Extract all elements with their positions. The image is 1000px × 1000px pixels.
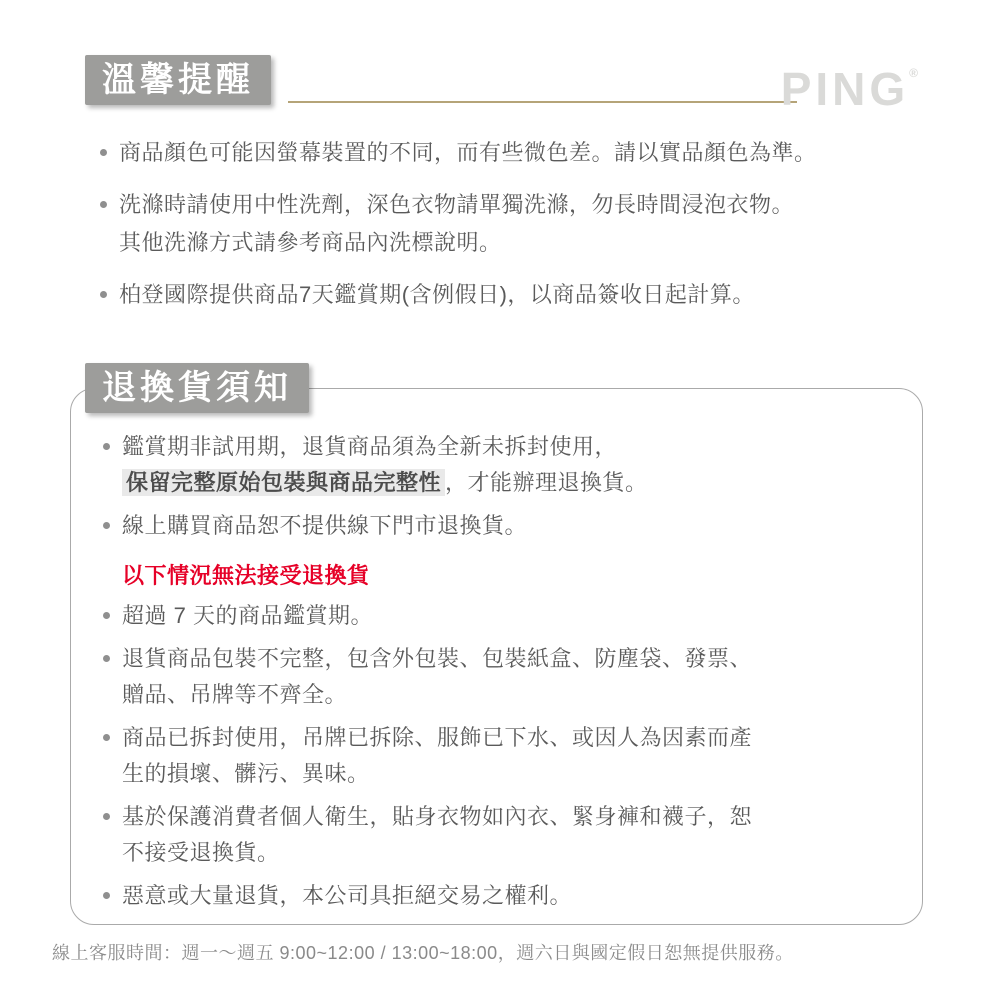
- warning-title: 以下情況無法接受退換貨: [122, 563, 370, 588]
- list-item: [103, 641, 902, 713]
- list-item: [103, 429, 902, 501]
- bullet-dot-icon: [100, 201, 107, 208]
- gold-divider-line: [288, 101, 797, 103]
- bullet-line: 超過 7 天的商品鑑賞期。: [122, 603, 373, 628]
- list-item: [103, 508, 902, 544]
- ping-logo-text: PING: [780, 63, 910, 115]
- bullet-dot-icon: [103, 443, 110, 450]
- bullet-line: 線上購買商品恕不提供線下門市退換貨。: [122, 513, 528, 538]
- list-item: [103, 598, 902, 634]
- customer-service-hours: 線上客服時間：週一～週五 9:00~12:00 / 13:00~18:00，週六日與國定假日恕無提供服務。: [52, 943, 794, 963]
- bullet-dot-icon: [103, 612, 110, 619]
- bullet-line: [122, 465, 902, 501]
- reminder-section-title: 溫馨提醒: [85, 55, 271, 105]
- returns-section-title: 退換貨須知: [85, 363, 309, 413]
- bullet-line: 退貨商品包裝不完整，包含外包裝、包裝紙盒、防塵袋、發票、: [122, 646, 753, 671]
- bullet-line: 洗滌時請使用中性洗劑，深色衣物請單獨洗滌，勿長時間浸泡衣物。: [119, 192, 795, 217]
- bullet-line: 柏登國際提供商品7天鑑賞期(含例假日)，以商品簽收日起計算。: [119, 282, 755, 307]
- bullet-line: 惡意或大量退貨，本公司具拒絕交易之權利。: [122, 883, 573, 908]
- bullet-dot-icon: [103, 892, 110, 899]
- list-item: [103, 720, 902, 792]
- highlight-text: 保留完整原始包裝與商品完整性: [122, 469, 445, 496]
- bullet-dot-icon: [103, 522, 110, 529]
- bullet-line: 商品顏色可能因螢幕裝置的不同，而有些微色差。請以實品顏色為準。: [119, 140, 817, 165]
- list-item: [100, 276, 968, 314]
- reminder-bullet-list: [100, 134, 968, 328]
- ping-logo: [781, 62, 918, 116]
- bullet-dot-icon: [103, 813, 110, 820]
- bullet-dot-icon: [100, 149, 107, 156]
- list-item: [100, 186, 968, 262]
- bullet-line-tail: ，才能辦理退換貨。: [445, 470, 648, 495]
- list-item: [100, 134, 968, 172]
- bullet-line: 不接受退換貨。: [122, 840, 280, 865]
- list-item: [103, 799, 902, 871]
- bullet-dot-icon: [103, 734, 110, 741]
- list-item: [103, 878, 902, 914]
- bullet-line: 贈品、吊牌等不齊全。: [122, 682, 348, 707]
- registered-mark: ®: [909, 66, 918, 80]
- returns-policy-box: [70, 388, 923, 925]
- bullet-line: 鑑賞期非試用期，退貨商品須為全新未拆封使用，: [122, 434, 618, 459]
- bullet-line: 商品已拆封使用，吊牌已拆除、服飾已下水、或因人為因素而產: [122, 725, 753, 750]
- bullet-dot-icon: [103, 655, 110, 662]
- bullet-line: 基於保護消費者個人衛生，貼身衣物如內衣、緊身褲和襪子，恕: [122, 804, 753, 829]
- bullet-line: 生的損壞、髒污、異味。: [122, 761, 370, 786]
- bullet-dot-icon: [100, 291, 107, 298]
- bullet-line: 其他洗滌方式請參考商品內洗標說明。: [119, 230, 502, 255]
